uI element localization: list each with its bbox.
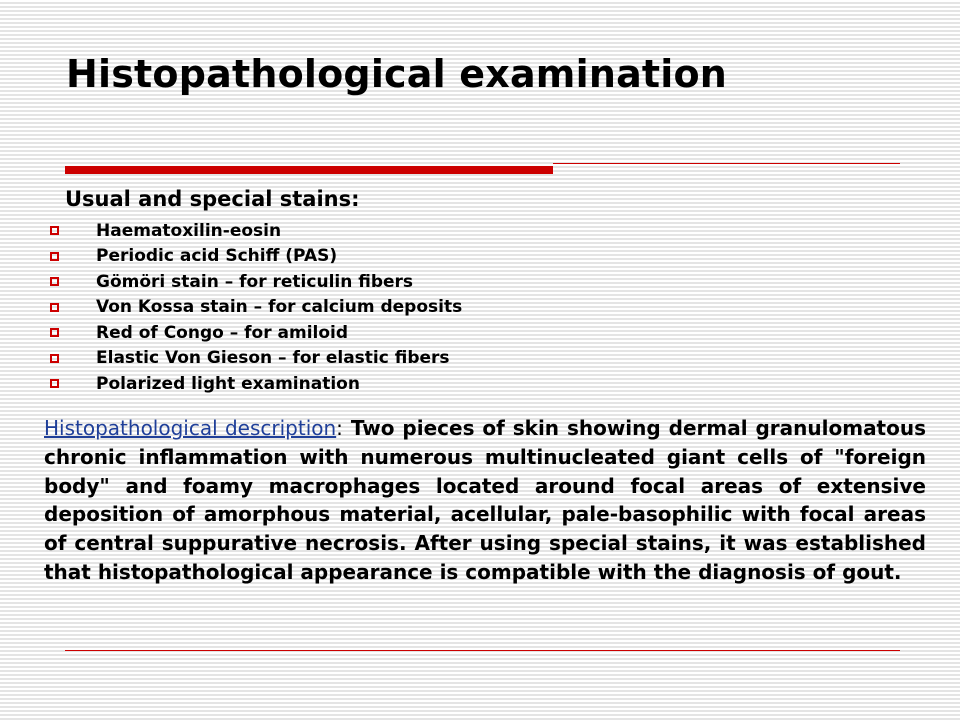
list-item (50, 346, 462, 372)
list-item (50, 218, 462, 244)
list-item (50, 295, 462, 321)
title-underline-thin (553, 163, 900, 164)
hollow-square-bullet-icon (50, 303, 59, 312)
title-underline-bar (65, 166, 553, 174)
bottom-divider (65, 650, 900, 651)
stain-list (50, 218, 462, 397)
hollow-square-bullet-icon (50, 379, 59, 388)
stains-heading: Usual and special stains: (65, 187, 360, 211)
stain-label: Polarized light examination (96, 373, 360, 394)
histopathological-description (44, 414, 926, 587)
stain-label: Periodic acid Schiff (PAS) (96, 246, 338, 267)
description-body: Two pieces of skin showing dermal granulomatous chronic inflammation with numerous multinucleated giant cells of "foreign body" and foamy macrophages located around focal areas of extensive deposition of amorphous material, acellular, pale-basophilic with focal areas of central suppurative necrosis. After using special stains, it was established that histopathological appearance is compatible with the diagnosis of gout. (44, 416, 927, 584)
stain-label: Haematoxilin-eosin (96, 220, 282, 241)
hollow-square-bullet-icon (50, 277, 59, 286)
stain-label: Von Kossa stain – for calcium deposits (96, 297, 463, 318)
stain-label: Red of Congo – for amiloid (96, 322, 349, 343)
list-item (50, 320, 462, 346)
hollow-square-bullet-icon (50, 354, 59, 363)
list-item (50, 269, 462, 295)
list-item (50, 371, 462, 397)
description-link[interactable]: Histopathological description (44, 416, 337, 440)
hollow-square-bullet-icon (50, 252, 59, 261)
hollow-square-bullet-icon (50, 226, 59, 235)
stain-label: Elastic Von Gieson – for elastic fibers (96, 348, 450, 369)
description-colon: : (336, 416, 343, 440)
stain-label: Gömöri stain – for reticulin fibers (96, 271, 414, 292)
hollow-square-bullet-icon (50, 328, 59, 337)
list-item (50, 244, 462, 270)
slide-title: Histopathological examination (66, 52, 728, 96)
